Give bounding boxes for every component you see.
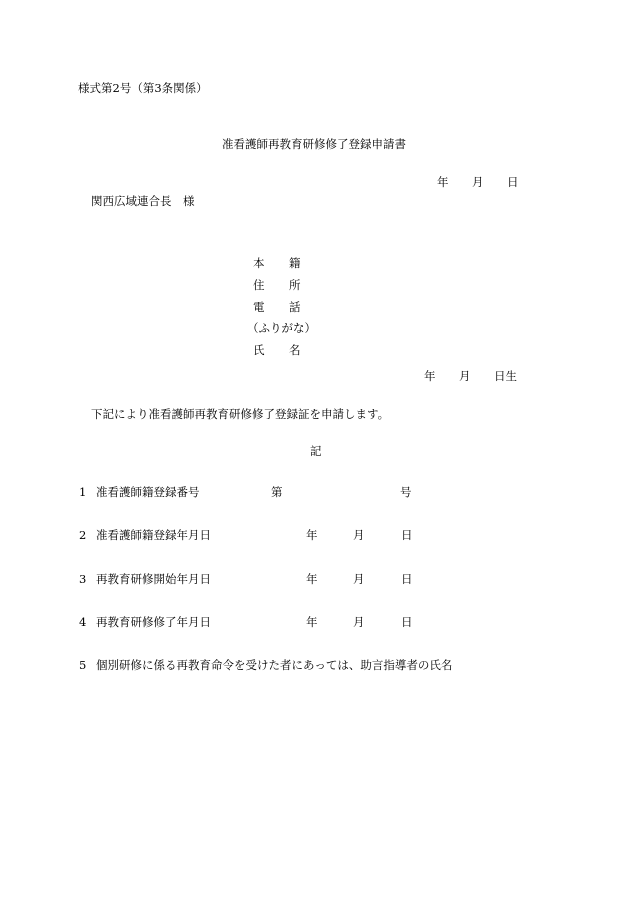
item-3-day: 日 xyxy=(401,572,413,586)
item-2-month: 月 xyxy=(353,528,365,542)
name-label-2: 名 xyxy=(289,343,301,357)
date-month-label: 月 xyxy=(472,175,484,189)
addressee: 関西広域連合長 様 xyxy=(91,194,195,208)
domicile-label-2: 籍 xyxy=(289,256,301,270)
item-2-number: 2 xyxy=(79,528,87,542)
birth-year-label: 年 xyxy=(424,369,436,383)
item-5-label: 個別研修に係る再教育命令を受けた者にあっては、助言指導者の氏名 xyxy=(96,658,453,672)
address-label-2: 所 xyxy=(289,278,301,292)
item-3-label: 再教育研修開始年月日 xyxy=(96,572,211,586)
application-statement: 下記により准看護師再教育研修修了登録証を申請します。 xyxy=(91,407,390,421)
document-title: 准看護師再教育研修修了登録申請書 xyxy=(222,137,406,151)
domicile-label-1: 本 xyxy=(253,256,265,270)
item-3-year: 年 xyxy=(306,572,318,586)
item-4-day: 日 xyxy=(401,615,413,629)
item-1-prefix: 第 xyxy=(271,485,283,499)
ki-heading: 記 xyxy=(310,444,322,458)
furigana-label: （ふりがな） xyxy=(247,321,316,335)
phone-label-1: 電 xyxy=(253,300,265,314)
item-4-year: 年 xyxy=(306,615,318,629)
item-4-month: 月 xyxy=(353,615,365,629)
item-1-suffix: 号 xyxy=(400,485,412,499)
item-4-number: 4 xyxy=(79,615,87,629)
item-3-month: 月 xyxy=(353,572,365,586)
birth-day-label: 日生 xyxy=(494,369,517,383)
item-5-number: 5 xyxy=(79,658,87,672)
form-number: 様式第2号（第3条関係） xyxy=(78,81,208,95)
item-2-year: 年 xyxy=(306,528,318,542)
item-1-label: 准看護師籍登録番号 xyxy=(96,485,200,499)
phone-label-2: 話 xyxy=(289,300,301,314)
item-4-label: 再教育研修修了年月日 xyxy=(96,615,211,629)
item-2-label: 准看護師籍登録年月日 xyxy=(96,528,211,542)
date-day-label: 日 xyxy=(507,175,519,189)
address-label-1: 住 xyxy=(253,278,265,292)
item-3-number: 3 xyxy=(79,572,87,586)
date-year-label: 年 xyxy=(437,175,449,189)
item-2-day: 日 xyxy=(401,528,413,542)
item-1-number: 1 xyxy=(79,485,87,499)
birth-month-label: 月 xyxy=(459,369,471,383)
name-label-1: 氏 xyxy=(253,343,265,357)
